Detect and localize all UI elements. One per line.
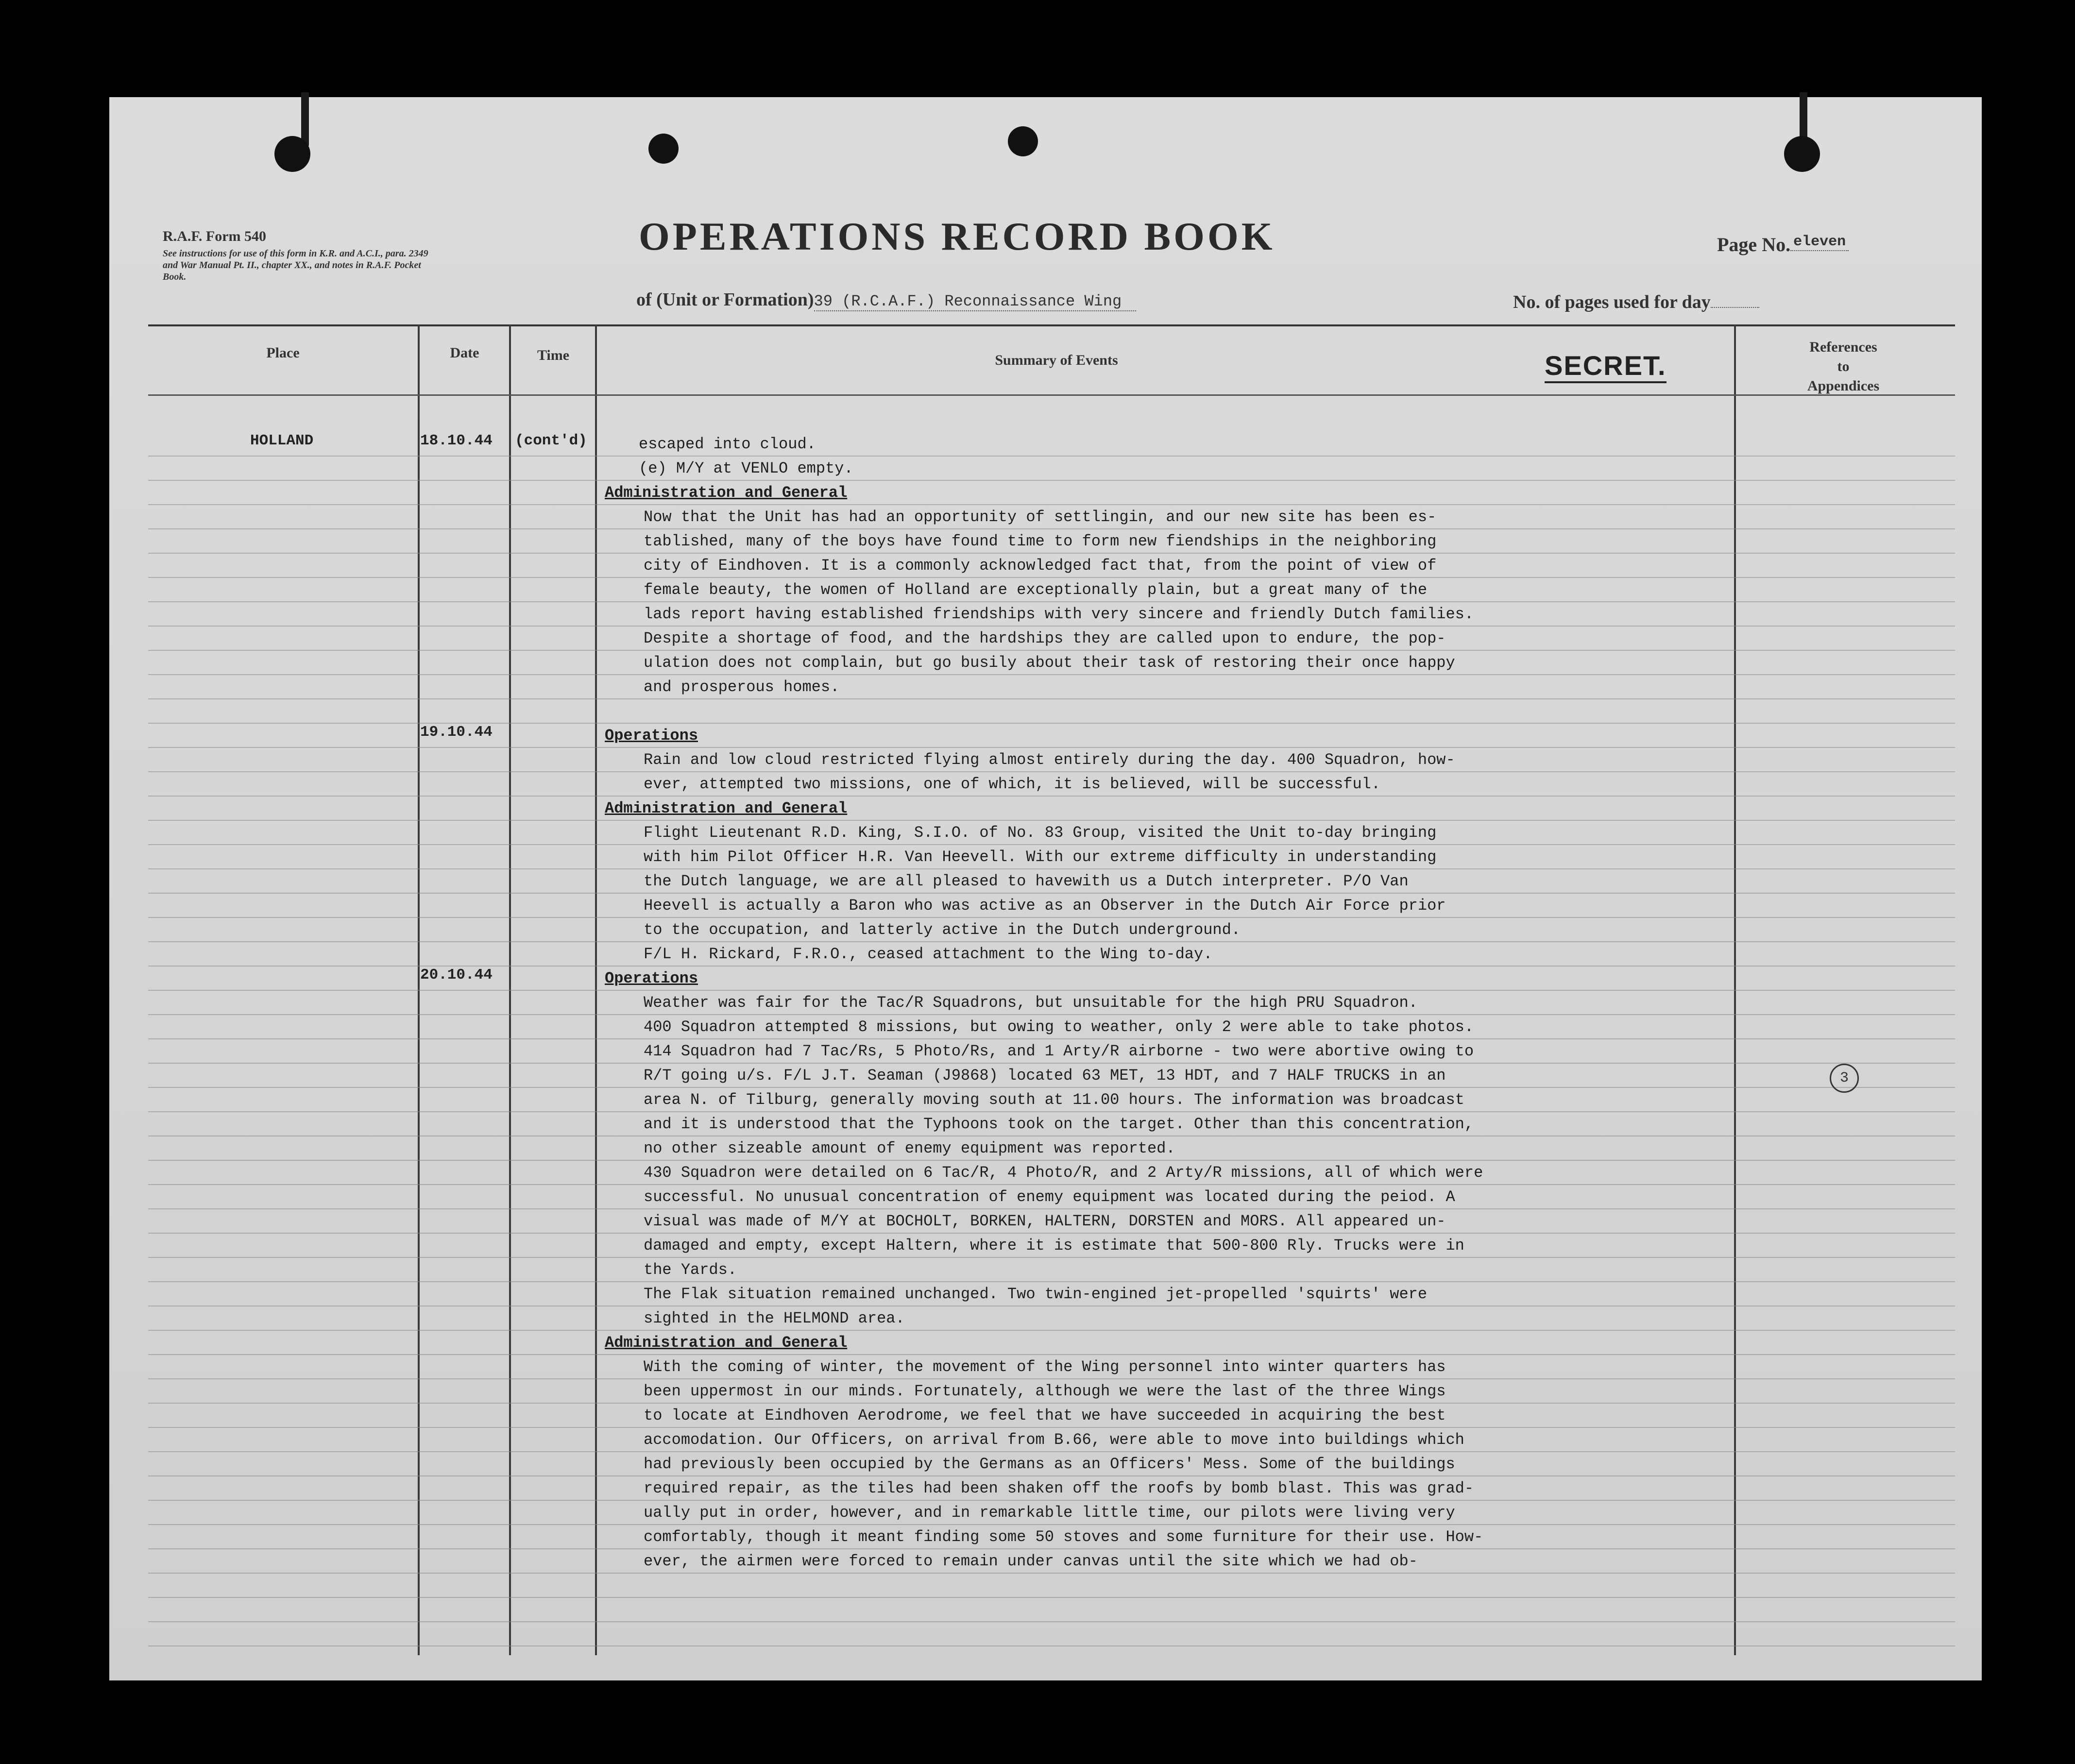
date-20-10-44: 20.10.44: [420, 967, 493, 984]
entry-line: escaped into cloud.: [639, 435, 816, 453]
entry-line: lads report having established friendships with very sincere and friendly Dutch families.: [644, 605, 1474, 623]
entry-line: visual was made of M/Y at BOCHOLT, BORKEN, HALTERN, DORSTEN and MORS. All appeared un-: [644, 1212, 1446, 1230]
pages-used-label: No. of pages used for day: [1513, 292, 1711, 312]
date-18-10-44: 18.10.44: [420, 432, 493, 449]
place-holland: HOLLAND: [250, 432, 314, 449]
entry-line: been uppermost in our minds. Fortunately, although we were the last of the three Wings: [644, 1382, 1446, 1400]
column-header-date: Date: [450, 345, 479, 361]
entry-line: ually put in order, however, and in remarkable little time, our pilots were living very: [644, 1504, 1455, 1522]
column-header-summary: Summary of Events: [995, 352, 1118, 368]
pages-used-blank: [1711, 307, 1759, 308]
punch-hole-1: [274, 136, 310, 172]
entry-line: 430 Squadron were detailed on 6 Tac/R, 4 Photo/R, and 2 Arty/R missions, all of which were: [644, 1164, 1483, 1182]
punch-hole-2: [648, 134, 679, 164]
entry-line: comfortably, though it meant finding some 50 stoves and some furniture for their use. How-: [644, 1528, 1483, 1546]
secret-stamp: SECRET.: [1545, 350, 1667, 383]
column-header-time: Time: [537, 347, 570, 363]
operations-record-page: [109, 97, 1982, 1680]
appendix-reference-mark: 3: [1830, 1064, 1859, 1093]
entry-line: Rain and low cloud restricted flying almost entirely during the day. 400 Squadron, how-: [644, 751, 1455, 769]
entry-line: city of Eindhoven. It is a commonly acknowledged fact that, from the point of view of: [644, 557, 1437, 575]
section-heading-operations: [605, 967, 1848, 991]
entry-line: 414 Squadron had 7 Tac/Rs, 5 Photo/Rs, and 1 Arty/R airborne - two were abortive owing to: [644, 1042, 1474, 1060]
section-heading-admin: [605, 481, 1848, 505]
entry-line: the Dutch language, we are all pleased to havewith us a Dutch interpreter. P/O Van: [644, 872, 1409, 890]
entry-line: successful. No unusual concentration of enemy equipment was located during the peiod. A: [644, 1188, 1455, 1206]
punch-hole-3: [1008, 126, 1038, 156]
section-heading-text: Administration and General: [605, 799, 848, 817]
entry-line: female beauty, the women of Holland are exceptionally plain, but a great many of the: [644, 581, 1428, 599]
section-heading-text: Administration and General: [605, 1334, 848, 1352]
entry-blank-line: [605, 699, 1848, 724]
entry-line: 400 Squadron attempted 8 missions, but owing to weather, only 2 were able to take photos.: [644, 1018, 1474, 1036]
entry-line: damaged and empty, except Haltern, where it is estimate that 500-800 Rly. Trucks were in: [644, 1237, 1464, 1255]
binder-tab-left: [301, 92, 309, 146]
column-header-references: [1736, 338, 1950, 396]
entry-line: sighted in the HELMOND area.: [644, 1309, 905, 1327]
form-code: R.A.F. Form 540: [163, 228, 267, 244]
column-header-references-line2: to: [1837, 358, 1850, 374]
entry-line: Weather was fair for the Tac/R Squadrons, but unsuitable for the high PRU Squadron.: [644, 994, 1418, 1012]
unit-line: [636, 289, 1136, 310]
entry-line: area N. of Tilburg, generally moving south at 11.00 hours. The information was broadcast: [644, 1091, 1464, 1109]
entry-line: accomodation. Our Officers, on arrival from B.66, were able to move into buildings which: [644, 1431, 1464, 1449]
section-heading-operations: [605, 724, 1848, 748]
entry-line: and it is understood that the Typhoons took on the target. Other than this concentration,: [644, 1115, 1474, 1133]
entry-line: F/L H. Rickard, F.R.O., ceased attachment to the Wing to-day.: [644, 945, 1213, 963]
entry-line: with him Pilot Officer H.R. Van Heevell. With our extreme difficulty in understanding: [644, 848, 1437, 866]
section-heading-text: Administration and General: [605, 484, 848, 502]
punch-hole-4: [1784, 136, 1820, 172]
entry-line: and prosperous homes.: [644, 678, 840, 696]
entry-line: R/T going u/s. F/L J.T. Seaman (J9868) located 63 MET, 13 HDT, and 7 HALF TRUCKS in an: [644, 1067, 1446, 1085]
entry-line: Heevell is actually a Baron who was active as an Observer in the Dutch Air Force prior: [644, 897, 1446, 915]
section-heading-text: Operations: [605, 969, 698, 987]
entry-line: ever, the airmen were forced to remain under canvas until the site which we had ob-: [644, 1552, 1418, 1570]
entry-line: Despite a shortage of food, and the hardships they are called upon to endure, the pop-: [644, 629, 1446, 647]
page-number-label: Page No.: [1717, 234, 1791, 255]
entry-line: ever, attempted two missions, one of which, it is believed, will be successful.: [644, 775, 1381, 793]
entry-line: ulation does not complain, but go busily about their task of restoring their once happy: [644, 654, 1455, 672]
page-number-value: eleven: [1790, 234, 1849, 251]
entry-line: (e) M/Y at VENLO empty.: [639, 459, 853, 477]
entry-line: no other sizeable amount of enemy equipment was reported.: [644, 1139, 1175, 1157]
entry-line: required repair, as the tiles had been shaken off the roofs by bomb blast. This was grad-: [644, 1479, 1474, 1497]
table-header-rule: [148, 394, 1955, 396]
document-title: OPERATIONS RECORD BOOK: [639, 214, 1276, 258]
entry-line: to locate at Eindhoven Aerodrome, we feel that we have succeeded in acquiring the best: [644, 1407, 1446, 1425]
entry-line: the Yards.: [644, 1261, 737, 1279]
column-header-place: Place: [266, 345, 300, 361]
form-instructions: See instructions for use of this form in K.R. and A.C.I., para. 2349 and War Manual Pt. II., chapter XX., and notes in R.A.F. Pocket Book.: [163, 248, 428, 282]
ruled-line: [148, 1645, 1955, 1646]
ruled-line: [148, 1597, 1955, 1598]
unit-label: of (Unit or Formation): [636, 289, 814, 310]
entry-line: had previously been occupied by the Germans as an Officers' Mess. Some of the buildings: [644, 1455, 1455, 1473]
form-meta: [163, 228, 435, 283]
time-continued: (cont'd): [515, 432, 587, 449]
entry-line: tablished, many of the boys have found time to form new fiendships in the neighboring: [644, 532, 1437, 550]
entry-line: The Flak situation remained unchanged. Two twin-engined jet-propelled 'squirts' were: [644, 1285, 1428, 1303]
entry-line: Now that the Unit has had an opportunity of settlingin, and our new site has been es-: [644, 508, 1437, 526]
page-number: [1717, 233, 1849, 256]
date-19-10-44: 19.10.44: [420, 724, 493, 741]
summary-of-events: [605, 432, 1848, 1574]
unit-value: 39 (R.C.A.F.) Reconnaissance Wing: [814, 292, 1137, 311]
entry-line: With the coming of winter, the movement of the Wing personnel into winter quarters has: [644, 1358, 1446, 1376]
entry-line: Flight Lieutenant R.D. King, S.I.O. of No. 83 Group, visited the Unit to-day bringing: [644, 824, 1437, 842]
section-heading-admin: [605, 1331, 1848, 1355]
entry-line: to the occupation, and latterly active in the Dutch underground.: [644, 921, 1241, 939]
column-header-references-line1: References: [1809, 339, 1877, 355]
pages-used: [1513, 291, 1759, 313]
column-header-references-line3: Appendices: [1807, 378, 1880, 394]
section-heading-text: Operations: [605, 727, 698, 745]
section-heading-admin: [605, 797, 1848, 821]
ruled-line: [148, 1621, 1955, 1622]
